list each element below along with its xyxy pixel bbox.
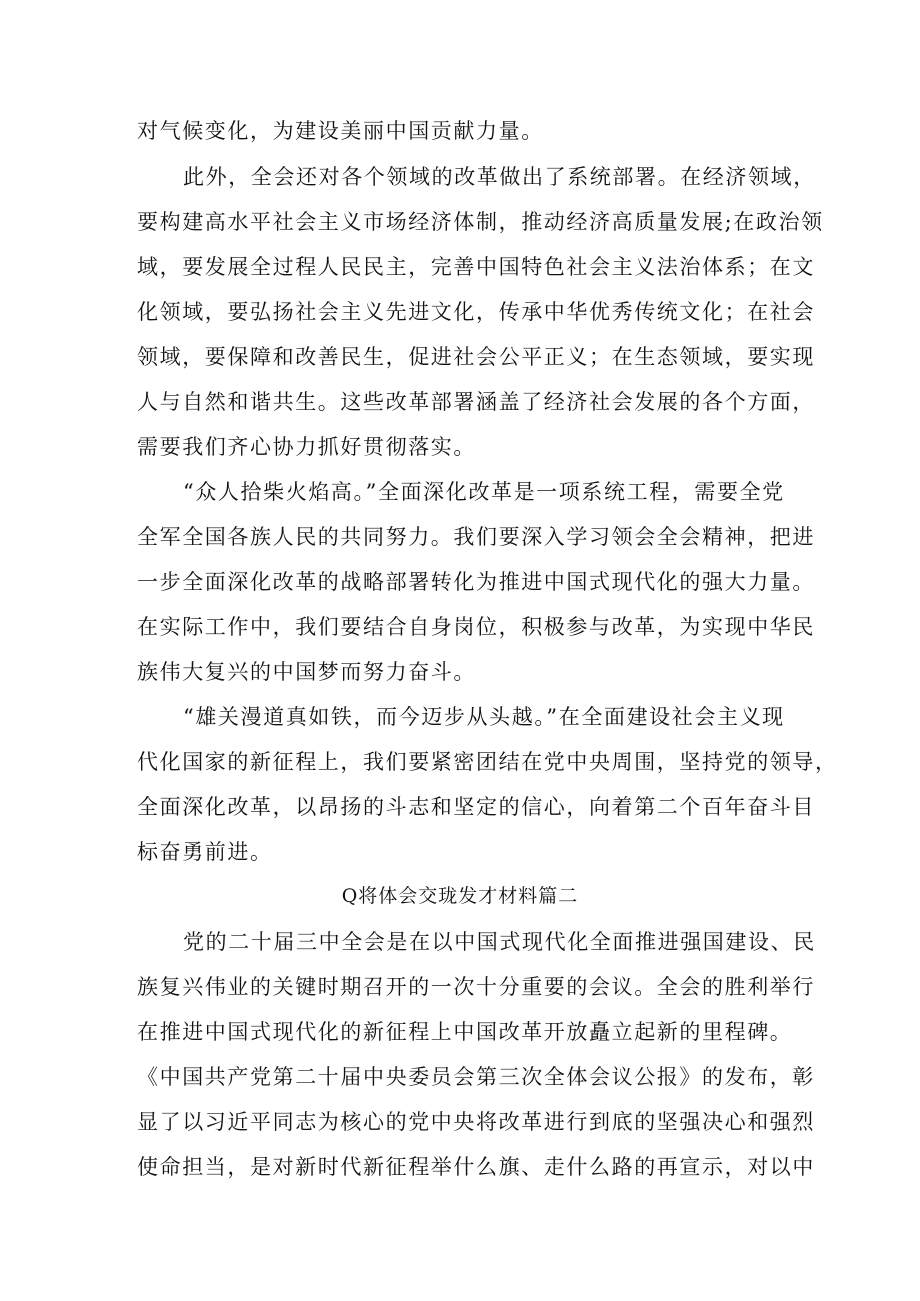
text-line: “众人拾柴火焰高。”全面深化改革是一项系统工程，需要全党 <box>183 480 785 504</box>
text-line: 人与自然和谐共生。这些改革部署涵盖了经济社会发展的各个方面， <box>137 390 815 414</box>
text-line: 使命担当，是对新时代新征程举什么旗、走什么路的再宣示，对以中 <box>137 1155 815 1179</box>
text-line: 在实际工作中，我们要结合自身岗位，积极参与改革，为实现中华民 <box>137 615 815 639</box>
text-line: 此外，全会还对各个领域的改革做出了系统部署。在经济领域， <box>183 165 816 189</box>
text-line: 标奋勇前进。 <box>137 840 273 864</box>
text-line: 全面深化改革，以昂扬的斗志和坚定的信心，向着第二个百年奋斗目 <box>137 795 815 819</box>
text-line: “雄关漫道真如铁，而今迈步从头越。”在全面建设社会主义现 <box>183 705 785 729</box>
text-line: 族伟大复兴的中国梦而努力奋斗。 <box>137 660 476 684</box>
text-line: 在推进中国式现代化的新征程上中国改革开放矗立起新的里程碑。 <box>137 1020 793 1044</box>
text-line: 族复兴伟业的关键时期召开的一次十分重要的会议。全会的胜利举行 <box>137 975 815 999</box>
text-line: 对气候变化，为建设美丽中国贡献力量。 <box>137 119 544 143</box>
text-line: 显了以习近平同志为核心的党中央将改革进行到底的坚强决心和强烈 <box>137 1110 815 1134</box>
text-line: 域，要发展全过程人民民主，完善中国特色社会主义法治体系；在文 <box>137 255 815 279</box>
text-line: 《中国共产党第二十届中央委员会第三次全体会议公报》的发布，彰 <box>137 1065 815 1089</box>
text-line: 一步全面深化改革的战略部署转化为推进中国式现代化的强大力量。 <box>137 570 815 594</box>
text-line: 化领域，要弘扬社会主义先进文化，传承中华优秀传统文化；在社会 <box>137 300 815 324</box>
text-line: 党的二十届三中全会是在以中国式现代化全面推进强国建设、民 <box>183 930 816 954</box>
text-line: 需要我们齐心协力抓好贯彻落实。 <box>137 435 476 459</box>
text-line: 领域，要保障和改善民生，促进社会公平正义；在生态领域，要实现 <box>137 345 815 369</box>
section-heading: Q将体会交珑发才材料篇二 <box>341 885 579 907</box>
text-line: 代化国家的新征程上，我们要紧密团结在党中央周围，坚持党的领导， <box>137 750 838 774</box>
text-line: 要构建高水平社会主义市场经济体制，推动经济高质量发展;在政治领 <box>137 210 824 234</box>
text-line: 全军全国各族人民的共同努力。我们要深入学习领会全会精神，把进 <box>137 525 815 549</box>
